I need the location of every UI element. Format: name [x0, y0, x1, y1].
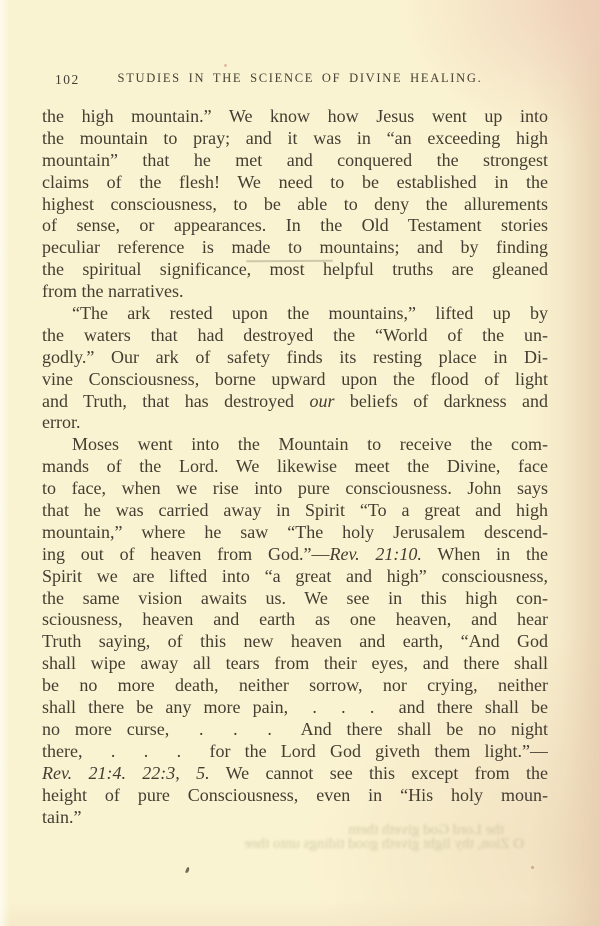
- text-segment-italic: our: [309, 390, 335, 411]
- text-line: shall wipe away all tears from their eyes, and there shall: [42, 653, 548, 674]
- paper-speck: [224, 64, 227, 67]
- text-line: peculiar reference is made to mountains; and by finding: [42, 237, 548, 258]
- text-line: the mountain to pray; and it was in “an exceeding high: [42, 127, 548, 148]
- text-segment: ing out of heaven from God.”—: [42, 543, 330, 564]
- text-segment: When in the: [421, 543, 548, 564]
- text-line: the same vision awaits us. We see in this high con-: [42, 587, 548, 608]
- page-header: [42, 71, 548, 88]
- text-line: tain.”: [42, 806, 82, 827]
- text-line: [42, 391, 548, 413]
- text-line: shall there be any more pain, . . . and there shall be: [42, 697, 548, 718]
- text-line: vine Consciousness, borne upward upon the flood of light: [42, 368, 548, 389]
- text-line: highest consciousness, to be able to deny the allurements: [42, 193, 548, 214]
- text-line: [42, 544, 548, 566]
- text-line: of sense, or appearances. In the Old Testament stories: [42, 215, 548, 236]
- text-line: Moses went into the Mountain to receive the com-: [72, 434, 548, 455]
- text-segment: beliefs of darkness and: [334, 390, 548, 411]
- text-segment: We cannot see this except from the: [209, 762, 548, 783]
- text-line: there, . . . for the Lord God giveth them light.”—: [42, 740, 548, 761]
- text-line: the high mountain.” We know how Jesus went up into: [42, 106, 548, 126]
- text-line: claims of the flesh! We need to be established in the: [42, 171, 548, 192]
- running-title: STUDIES IN THE SCIENCE OF DIVINE HEALING.: [117, 71, 483, 85]
- text-line: godly.” Our ark of safety finds its resting place in Di-: [42, 346, 548, 367]
- text-segment: and Truth, that has destroyed: [42, 390, 310, 411]
- text-line: to face, when we rise into pure consciousness. John says: [42, 478, 548, 499]
- text-line: from the narratives.: [42, 281, 184, 302]
- text-line: Spirit we are lifted into “a great and high” consciousness,: [42, 565, 548, 586]
- body-text: [42, 106, 548, 828]
- text-line: that he was carried away in Spirit “To a great and high: [42, 500, 548, 521]
- text-line: error.: [42, 412, 81, 433]
- show-through-text: O Zion, thy light giveth good tidings unto thee: [244, 837, 524, 852]
- scripture-reference: Rev. 21:4. 22:3, 5.: [42, 762, 210, 783]
- show-through-text: the Lord God giveth them: [348, 823, 504, 838]
- text-line: sciousness, heaven and earth as one heaven, and hear: [42, 609, 548, 630]
- page-number: 102: [55, 72, 80, 87]
- text-line: mountain,” where he saw “The holy Jerusalem descend-: [42, 521, 548, 542]
- text-line: height of pure Consciousness, even in “His holy moun-: [42, 784, 548, 805]
- text-line: Truth saying, of this new heaven and earth, “And God: [42, 631, 548, 652]
- text-line: the spiritual significance, most helpful truths are gleaned: [42, 259, 548, 280]
- text-line: [42, 763, 548, 785]
- text-line: mountain” that he met and conquered the strongest: [42, 149, 548, 170]
- text-line: the waters that had destroyed the “World of the un-: [42, 324, 548, 345]
- scripture-reference: Rev. 21:10.: [329, 543, 422, 564]
- text-line: be no more death, neither sorrow, nor crying, neither: [42, 675, 548, 696]
- text-line: mands of the Lord. We likewise meet the Divine, face: [42, 456, 548, 477]
- text-line: “The ark rested upon the mountains,” lifted up by: [72, 303, 548, 324]
- paper-speck: [531, 866, 534, 869]
- ink-speck: [185, 867, 190, 874]
- text-line: no more curse, . . . And there shall be no night: [42, 718, 548, 739]
